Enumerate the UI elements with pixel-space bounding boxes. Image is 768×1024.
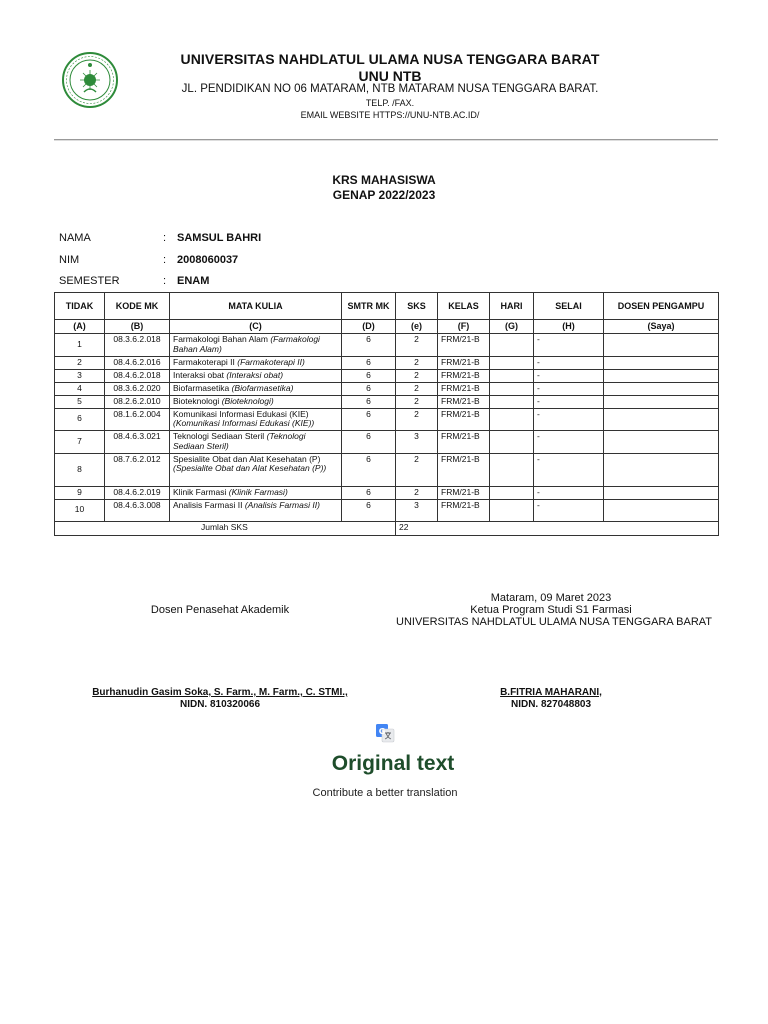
row-day (490, 369, 534, 382)
row-code: 08.4.6.2.019 (105, 486, 170, 499)
sign-date: Mataram, 09 Maret 2023 (490, 592, 612, 604)
table-header-row (55, 293, 719, 320)
code-h: (H) (534, 320, 604, 334)
row-course (170, 408, 342, 431)
row-course (170, 499, 342, 521)
total-label: Jumlah SKS (55, 521, 396, 535)
row-sks: 3 (396, 499, 438, 521)
nim-colon: : (163, 254, 167, 266)
course-name-alt: (Bioteknologi) (221, 395, 274, 406)
row-lecturer (604, 431, 719, 454)
row-no: 10 (55, 499, 105, 521)
semester-colon: : (163, 275, 167, 287)
total-row (55, 521, 719, 535)
university-short-name: UNU NTB (358, 68, 422, 84)
row-day (490, 453, 534, 486)
row-course (170, 431, 342, 454)
row-semester: 6 (342, 453, 396, 486)
course-table (54, 292, 719, 536)
row-lecturer (604, 334, 719, 357)
course-name: Biofarmasetika (173, 382, 230, 393)
row-course (170, 453, 342, 486)
header-code: KODE MK (105, 293, 170, 320)
course-name: Interaksi obat (173, 369, 225, 380)
table-row (55, 369, 719, 382)
row-semester: 6 (342, 382, 396, 395)
row-sks: 2 (396, 356, 438, 369)
row-lecturer (604, 369, 719, 382)
table-row (55, 453, 719, 486)
table-code-row (55, 320, 719, 334)
row-time: - (534, 334, 604, 357)
row-lecturer (604, 453, 719, 486)
row-class: FRM/21-B (438, 408, 490, 431)
row-semester: 6 (342, 486, 396, 499)
row-sks: 2 (396, 369, 438, 382)
contribute-translation-link[interactable]: Contribute a better translation (312, 787, 458, 799)
row-sks: 2 (396, 486, 438, 499)
row-course (170, 334, 342, 357)
course-name: Analisis Farmasi II (173, 499, 243, 510)
course-rows (55, 334, 719, 522)
row-sks: 2 (396, 334, 438, 357)
course-name: Klinik Farmasi (173, 486, 227, 497)
table-row (55, 334, 719, 357)
row-code: 08.4.6.3.008 (105, 499, 170, 521)
code-d: (D) (342, 320, 396, 334)
course-name-alt: (Interaksi obat) (226, 369, 284, 380)
row-semester: 6 (342, 431, 396, 454)
header-time: SELAI (534, 293, 604, 320)
head-title: Ketua Program Studi S1 Farmasi (470, 604, 632, 616)
code-c: (C) (170, 320, 342, 334)
course-name-alt: (Analisis Farmasi II) (244, 499, 320, 510)
header-divider (54, 139, 718, 141)
row-time: - (534, 395, 604, 408)
row-time: - (534, 486, 604, 499)
svg-text:G: G (378, 727, 386, 736)
course-name-alt: (Biofarmasetika) (231, 382, 294, 393)
header-course: MATA KULIA (170, 293, 342, 320)
row-semester: 6 (342, 334, 396, 357)
row-class: FRM/21-B (438, 486, 490, 499)
row-no: 4 (55, 382, 105, 395)
row-no: 2 (55, 356, 105, 369)
row-code: 08.3.6.2.020 (105, 382, 170, 395)
semester-label: SEMESTER (59, 275, 120, 287)
row-day (490, 486, 534, 499)
row-day (490, 499, 534, 521)
name-colon: : (163, 232, 167, 244)
table-row (55, 486, 719, 499)
course-name-alt: (Farmakologi Bahan Alam) (173, 334, 320, 354)
university-website: EMAIL WEBSITE HTTPS://UNU-NTB.AC.ID/ (300, 110, 480, 120)
row-no: 8 (55, 453, 105, 486)
row-day (490, 395, 534, 408)
row-sks: 2 (396, 408, 438, 431)
advisor-name: Burhanudin Gasim Soka, S. Farm., M. Farm., C. STMI., (92, 687, 348, 698)
row-lecturer (604, 499, 719, 521)
header-sks: SKS (396, 293, 438, 320)
course-name: Spesialite Obat dan Alat Kesehatan (P) (173, 453, 321, 464)
row-sks: 2 (396, 395, 438, 408)
document-title: KRS MAHASISWA (332, 173, 436, 187)
google-translate-icon[interactable] (375, 723, 395, 743)
row-class: FRM/21-B (438, 334, 490, 357)
row-lecturer (604, 382, 719, 395)
row-no: 7 (55, 431, 105, 454)
advisor-title: Dosen Penasehat Akademik (150, 604, 290, 616)
row-day (490, 431, 534, 454)
row-class: FRM/21-B (438, 395, 490, 408)
head-name: B.FITRIA MAHARANI, (500, 687, 602, 698)
name-value: SAMSUL BAHRI (177, 232, 262, 244)
header-lecturer: DOSEN PENGAMPU (604, 293, 719, 320)
row-sks: 3 (396, 431, 438, 454)
row-semester: 6 (342, 408, 396, 431)
header-no: TIDAK (55, 293, 105, 320)
row-class: FRM/21-B (438, 431, 490, 454)
course-name-alt: (Spesialite Obat dan Alat Kesehatan (P)) (173, 463, 327, 474)
row-day (490, 356, 534, 369)
course-name: Bioteknologi (173, 395, 220, 406)
name-label: NAMA (59, 232, 91, 244)
header-class: KELAS (438, 293, 490, 320)
row-code: 08.4.6.3.021 (105, 431, 170, 454)
course-name: Farmakoterapi II (173, 356, 235, 367)
table-row (55, 408, 719, 431)
head-university: UNIVERSITAS NAHDLATUL ULAMA NUSA TENGGARA BARAT (396, 616, 713, 628)
row-no: 3 (55, 369, 105, 382)
university-seal-icon (60, 40, 120, 120)
semester-value: ENAM (177, 275, 210, 287)
course-name: Komunikasi Informasi Edukasi (KIE) (173, 408, 309, 419)
header-day: HARI (490, 293, 534, 320)
row-time: - (534, 431, 604, 454)
row-class: FRM/21-B (438, 369, 490, 382)
row-course (170, 486, 342, 499)
row-code: 08.4.6.2.016 (105, 356, 170, 369)
row-time: - (534, 499, 604, 521)
row-code: 08.1.6.2.004 (105, 408, 170, 431)
row-lecturer (604, 408, 719, 431)
university-name: UNIVERSITAS NAHDLATUL ULAMA NUSA TENGGARA BARAT (180, 51, 600, 67)
course-name-alt: (Komunikasi Informasi Edukasi (KIE)) (173, 418, 315, 429)
row-lecturer (604, 395, 719, 408)
row-lecturer (604, 486, 719, 499)
row-day (490, 334, 534, 357)
original-text-heading: Original text (331, 752, 455, 775)
row-day (490, 408, 534, 431)
table-row (55, 395, 719, 408)
row-no: 9 (55, 486, 105, 499)
table-row (55, 382, 719, 395)
row-time: - (534, 369, 604, 382)
university-phone: TELP. /FAX. (365, 98, 415, 108)
row-course (170, 395, 342, 408)
course-name: Farmakologi Bahan Alam (173, 334, 268, 344)
table-row (55, 431, 719, 454)
row-class: FRM/21-B (438, 453, 490, 486)
course-name-alt: (Klinik Farmasi) (228, 486, 288, 497)
row-code: 08.3.6.2.018 (105, 334, 170, 357)
row-code: 08.2.6.2.010 (105, 395, 170, 408)
row-semester: 6 (342, 395, 396, 408)
code-b: (B) (105, 320, 170, 334)
row-code: 08.4.6.2.018 (105, 369, 170, 382)
row-time: - (534, 356, 604, 369)
row-semester: 6 (342, 499, 396, 521)
head-nidn: NIDN. 827048803 (510, 699, 592, 710)
university-address: JL. PENDIDIKAN NO 06 MATARAM, NTB MATARAM NUSA TENGGARA BARAT. (181, 83, 599, 95)
table-row (55, 499, 719, 521)
nim-value: 2008060037 (177, 254, 239, 266)
code-i: (Saya) (604, 320, 719, 334)
document-period: GENAP 2022/2023 (332, 188, 436, 202)
row-no: 6 (55, 408, 105, 431)
table-row (55, 356, 719, 369)
row-day (490, 382, 534, 395)
row-code: 08.7.6.2.012 (105, 453, 170, 486)
code-e: (e) (396, 320, 438, 334)
code-f: (F) (438, 320, 490, 334)
row-class: FRM/21-B (438, 499, 490, 521)
code-g: (G) (490, 320, 534, 334)
nim-label: NIM (59, 254, 80, 266)
row-lecturer (604, 356, 719, 369)
row-time: - (534, 382, 604, 395)
row-sks: 2 (396, 382, 438, 395)
course-name: Teknologi Sediaan Steril (173, 431, 265, 442)
header-semester: SMTR MK (342, 293, 396, 320)
course-name-alt: (Teknologi Sediaan Steril) (173, 431, 306, 451)
row-class: FRM/21-B (438, 356, 490, 369)
row-semester: 6 (342, 356, 396, 369)
row-course (170, 356, 342, 369)
row-class: FRM/21-B (438, 382, 490, 395)
code-a: (A) (55, 320, 105, 334)
advisor-nidn: NIDN. 810320066 (179, 699, 261, 710)
row-course (170, 369, 342, 382)
row-time: - (534, 408, 604, 431)
course-name-alt: (Farmakoterapi II) (237, 356, 305, 367)
total-value: 22 (396, 521, 719, 535)
row-course (170, 382, 342, 395)
row-sks: 2 (396, 453, 438, 486)
row-semester: 6 (342, 369, 396, 382)
row-no: 1 (55, 334, 105, 357)
row-time: - (534, 453, 604, 486)
row-no: 5 (55, 395, 105, 408)
